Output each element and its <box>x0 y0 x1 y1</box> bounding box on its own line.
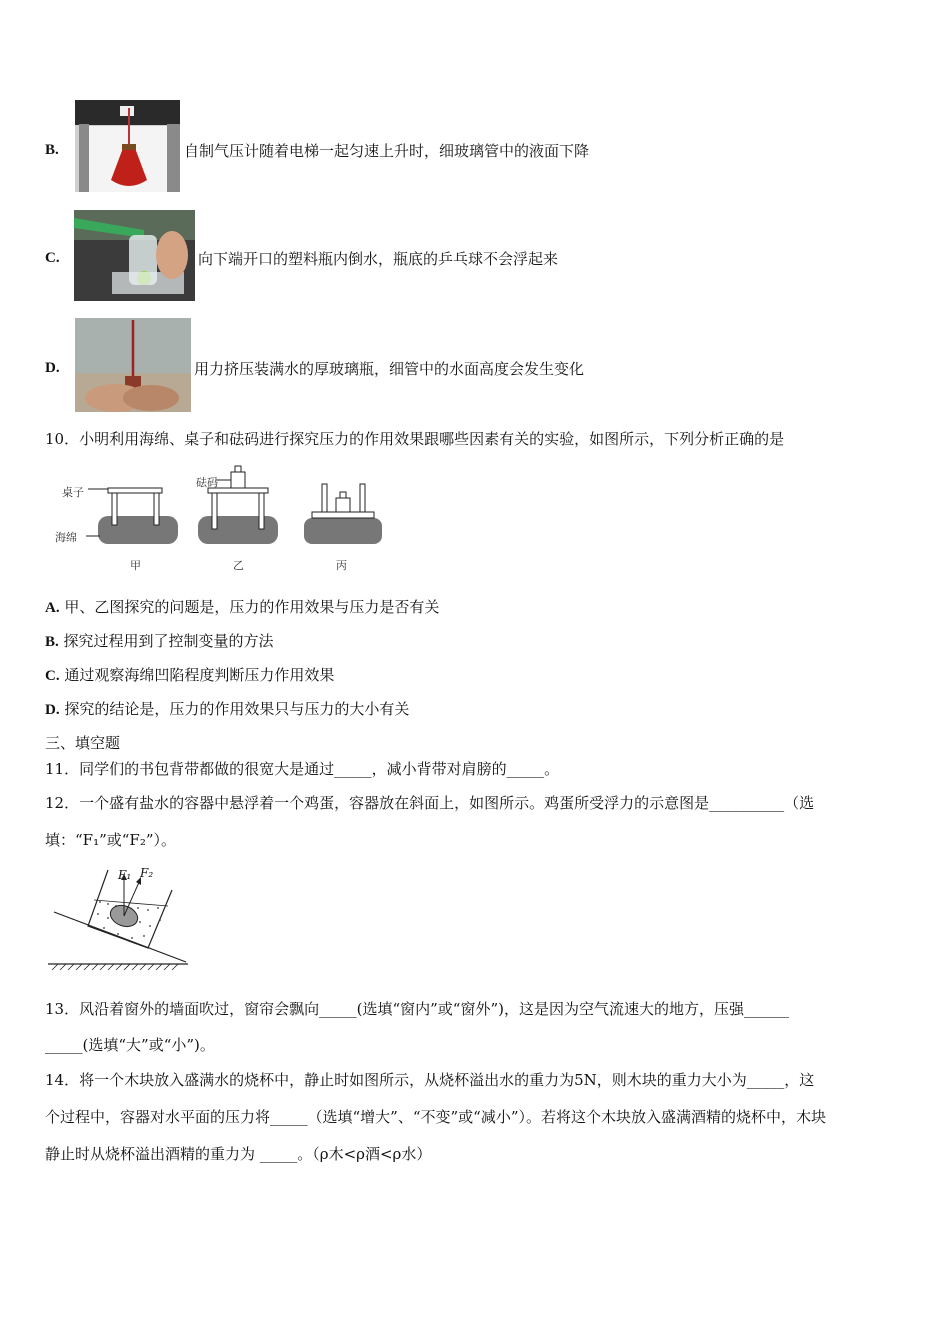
q10-stem: 10．小明利用海绵、桌子和砝码进行探究压力的作用效果跟哪些因素有关的实验，如图所示，下列分析正确的是 <box>45 430 785 448</box>
caption-yi: 乙 <box>233 559 244 572</box>
section-heading: 三、填空题 <box>45 734 121 752</box>
q9-option-c-text: 向下端开口的塑料瓶内倒水，瓶底的乒乓球不会浮起来 <box>198 250 559 268</box>
option-text: 探究过程用到了控制变量的方法 <box>63 632 274 650</box>
label-f2: F₂ <box>140 866 154 880</box>
figure-bing <box>304 484 382 544</box>
squeeze-bottle-photo <box>75 318 191 412</box>
bottle-pingpong-photo <box>74 210 195 301</box>
q14-line1: 14．将一个木块放入盛满水的烧杯中，静止时如图所示，从烧杯溢出水的重力为5N，则木块的重力大小为_____，这 <box>45 1071 815 1089</box>
option-text: 通过观察海绵凹陷程度判断压力作用效果 <box>64 666 335 684</box>
option-label: C. <box>45 668 60 684</box>
q10-option-c <box>45 664 334 685</box>
option-label: D. <box>45 360 60 376</box>
caption-bing: 丙 <box>336 559 347 572</box>
q12-line1: 12．一个盛有盐水的容器中悬浮着一个鸡蛋，容器放在斜面上，如图所示。鸡蛋所受浮力的示意图是__________（选 <box>45 794 815 812</box>
q11-text: 11．同学们的书包背带都做的很宽大是通过_____，减小背带对肩膀的_____。 <box>45 760 560 778</box>
q10-option-a <box>45 596 439 617</box>
q9-option-b <box>45 140 59 159</box>
option-label: A. <box>45 600 60 616</box>
option-label: B. <box>45 634 59 650</box>
label-sponge: 海绵 <box>55 531 77 544</box>
label-table: 桌子 <box>62 486 84 499</box>
q12-line2: 填：“F₁”或“F₂”）。 <box>45 831 177 849</box>
bottle-image <box>74 210 195 301</box>
squeeze-image <box>75 318 191 412</box>
label-weight: 砝码 <box>196 476 218 489</box>
q13-line1: 13．风沿着窗外的墙面吹过，窗帘会飘向_____(选填“窗内”或“窗外”)，这是因为空气流速大的地方，压强______ <box>45 1000 789 1018</box>
q10-option-b <box>45 630 274 651</box>
q9-option-b-text: 自制气压计随着电梯一起匀速上升时，细玻璃管中的液面下降 <box>184 142 590 160</box>
option-text: 甲、乙图探究的问题是，压力的作用效果与压力是否有关 <box>64 598 440 616</box>
q14-line3: 静止时从烧杯溢出酒精的重力为 _____。（ρ木<ρ酒<ρ水） <box>45 1145 432 1163</box>
caption-jia: 甲 <box>130 559 141 572</box>
elevator-barometer-photo <box>75 100 180 192</box>
q13-line2: _____(选填“大”或“小”)。 <box>45 1036 215 1054</box>
q9-option-d <box>45 358 60 377</box>
q9-option-d-text: 用力挤压装满水的厚玻璃瓶，细管中的水面高度会发生变化 <box>194 360 585 378</box>
option-label: D. <box>45 702 60 718</box>
q10-option-d <box>45 698 409 719</box>
option-text: 探究的结论是，压力的作用效果只与压力的大小有关 <box>64 700 410 718</box>
q14-line2: 个过程中，容器对水平面的压力将_____（选填“增大”、“不变”或“减小”）。若将这个木块放入盛满酒精的烧杯中，木块 <box>45 1108 827 1126</box>
figure-jia <box>86 488 178 544</box>
option-label: C. <box>45 250 60 266</box>
label-f1: F₁ <box>118 868 132 882</box>
q9-option-c <box>45 248 60 267</box>
option-label: B. <box>45 142 59 158</box>
barometer-image <box>75 100 180 192</box>
